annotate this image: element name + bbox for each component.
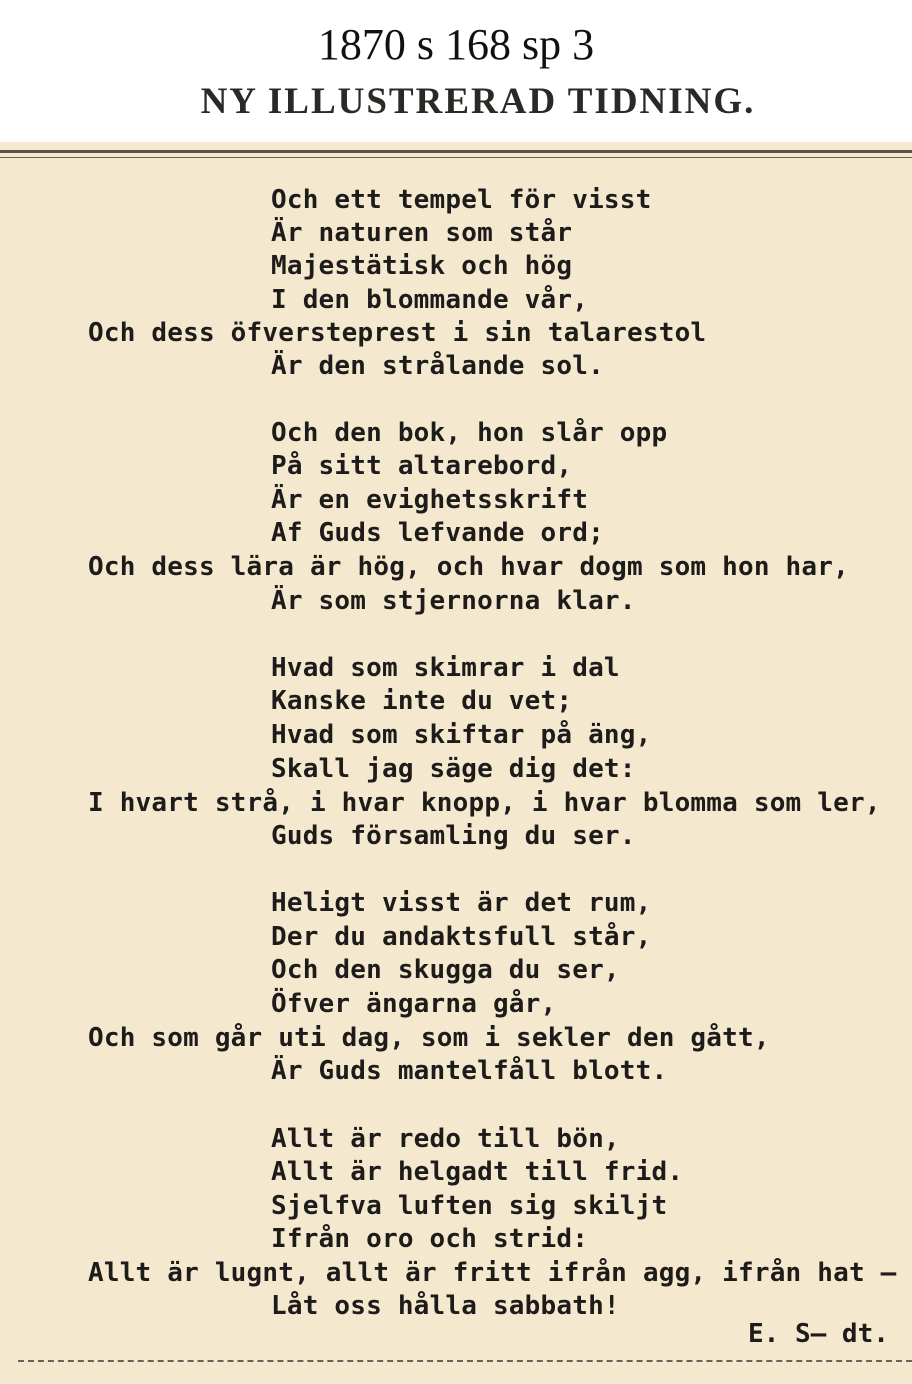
poem-line: Och ett tempel för visst <box>271 185 652 215</box>
bottom-rule <box>18 1360 912 1362</box>
author-signature: E. S– dt. <box>748 1319 889 1349</box>
poem-line: Allt är helgadt till frid. <box>271 1157 684 1187</box>
poem-line: Är Guds mantelfåll blott. <box>271 1056 668 1086</box>
poem-line: Hvad som skiftar på äng, <box>271 720 652 750</box>
poem-line: Är som stjernorna klar. <box>271 586 636 616</box>
poem-line: Och den bok, hon slår opp <box>271 418 668 448</box>
poem-line: Och som går uti dag, som i sekler den gått, <box>88 1023 770 1053</box>
poem-line: Af Guds lefvande ord; <box>271 518 604 548</box>
poem-line: Är en evighetsskrift <box>271 485 589 515</box>
poem-line: Majestätisk och hög <box>271 251 573 281</box>
poem-line: Skall jag säge dig det: <box>271 754 636 784</box>
poem-line: Hvad som skimrar i dal <box>271 653 620 683</box>
poem-line: Öfver ängarna går, <box>271 989 557 1019</box>
poem-line: I den blommande vår, <box>271 285 589 315</box>
poem-line: På sitt altarebord, <box>271 451 573 481</box>
poem <box>0 142 912 1384</box>
poem-line: Och dess öfversteprest i sin talarestol <box>88 318 707 348</box>
poem-line: Allt är lugnt, allt är fritt ifrån agg, ifrån hat — <box>88 1258 897 1288</box>
poem-line: Sjelfva luften sig skiljt <box>271 1191 668 1221</box>
page-header <box>0 0 912 142</box>
poem-line: Och den skugga du ser, <box>271 955 620 985</box>
poem-line: Är naturen som står <box>271 218 573 248</box>
poem-line: Ifrån oro och strid: <box>271 1224 589 1254</box>
poem-line: Allt är redo till bön, <box>271 1124 620 1154</box>
poem-line: Låt oss hålla sabbath! <box>271 1291 620 1321</box>
poem-line: Guds församling du ser. <box>271 821 636 851</box>
poem-line: Och dess lära är hög, och hvar dogm som hon har, <box>88 552 849 582</box>
poem-line: Der du andaktsfull står, <box>271 922 652 952</box>
source-reference: 1870 s 168 sp 3 <box>317 20 595 69</box>
poem-line: I hvart strå, i hvar knopp, i hvar blomma som ler, <box>88 788 881 818</box>
poem-line: Är den strålande sol. <box>271 351 604 381</box>
poem-line: Heligt visst är det rum, <box>271 888 652 918</box>
newspaper-title: NY ILLUSTRERAD TIDNING. <box>200 81 756 122</box>
poem-line: Kanske inte du vet; <box>271 686 573 716</box>
newspaper-clipping <box>0 142 912 1384</box>
